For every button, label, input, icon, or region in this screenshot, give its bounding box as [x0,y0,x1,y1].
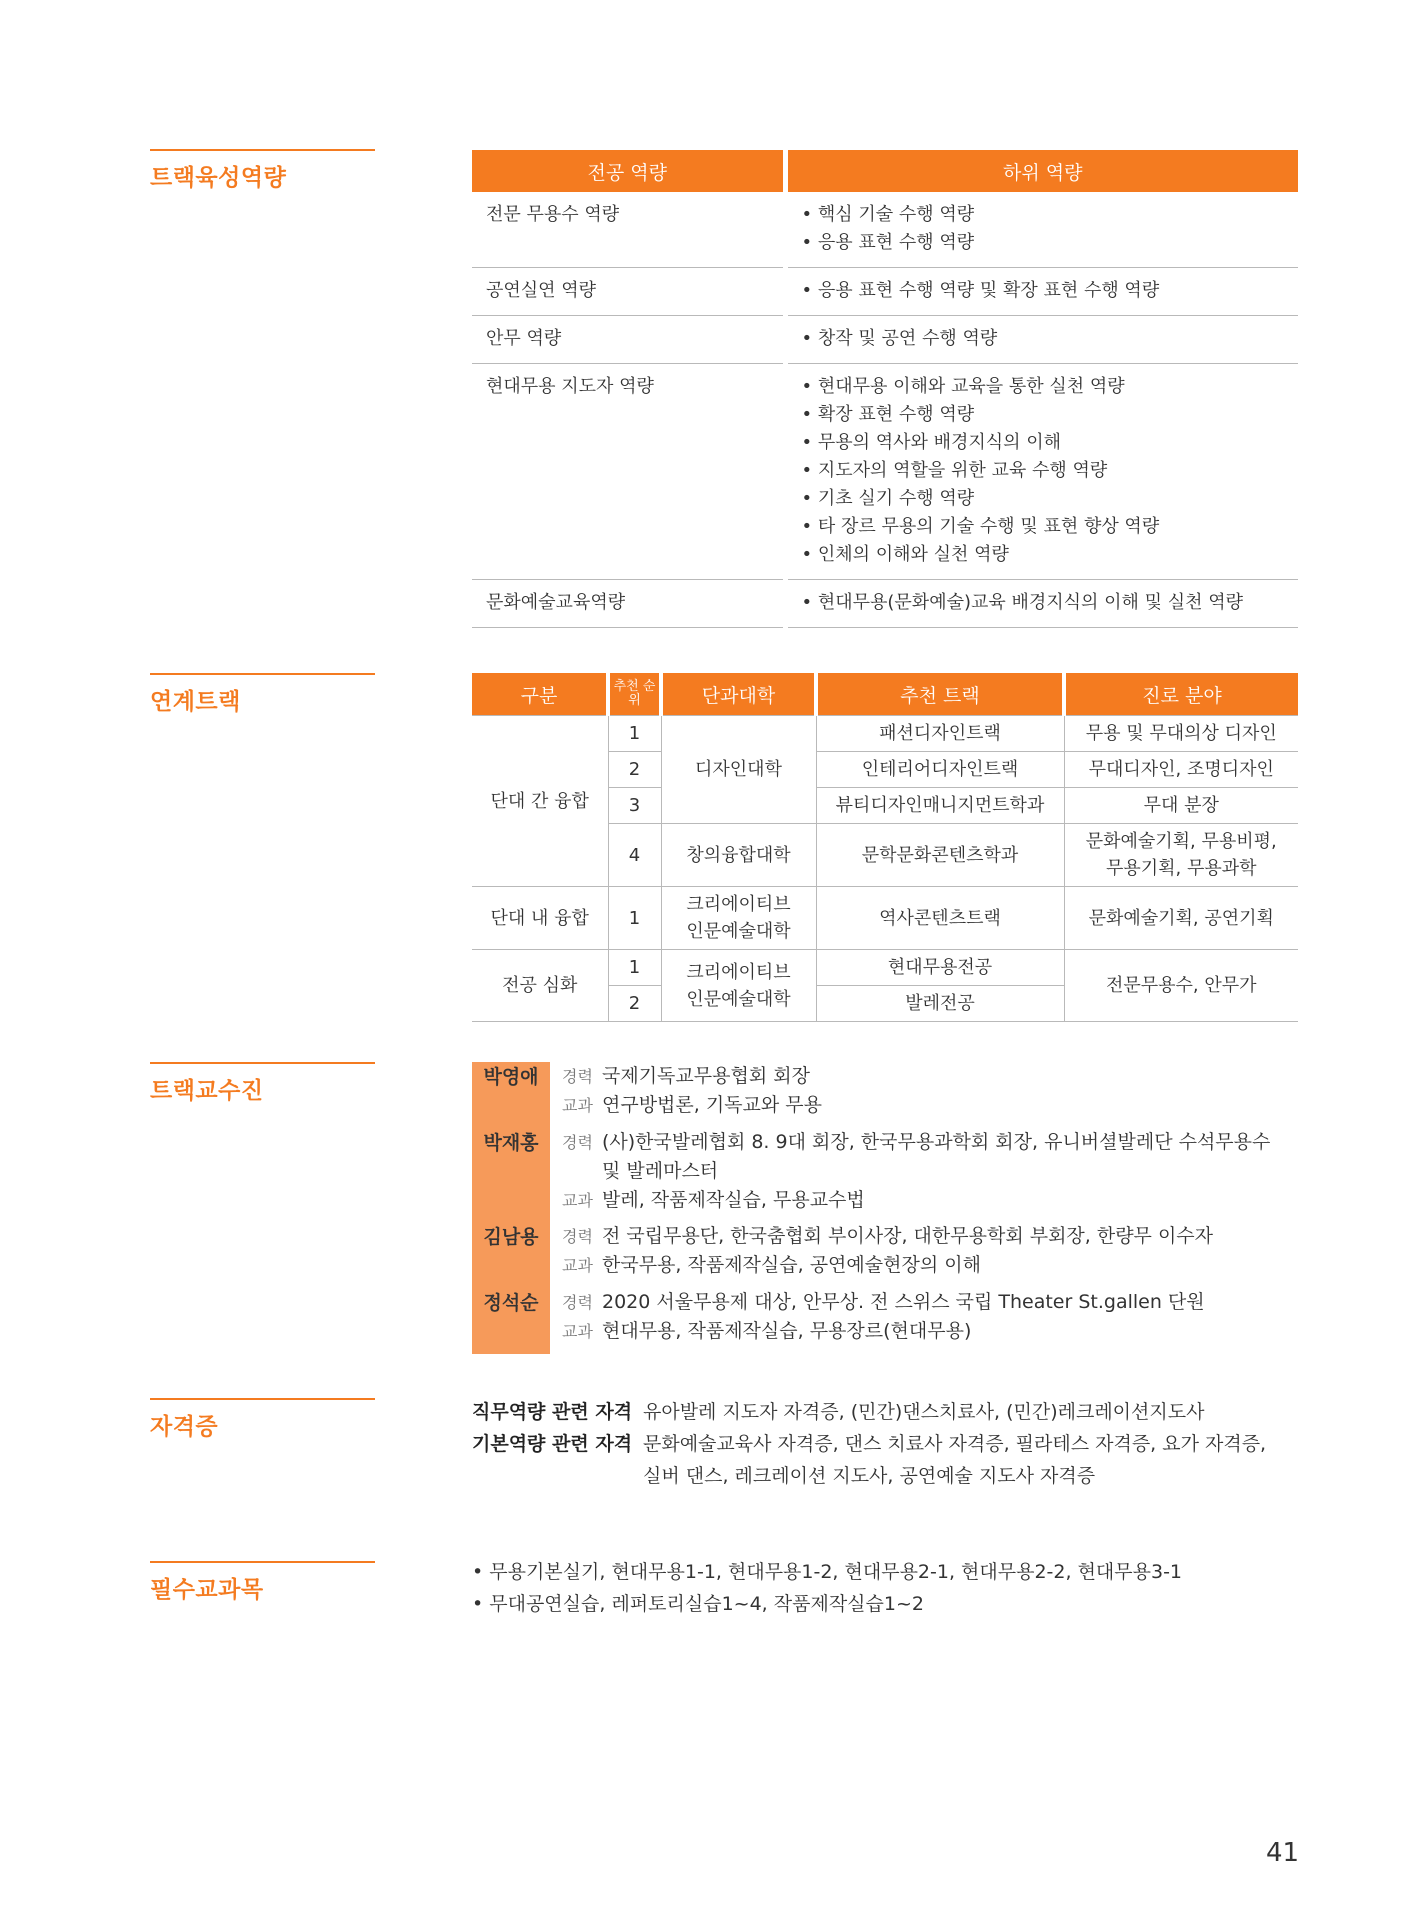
cert-text: 유아발레 지도자 자격증, (민간)댄스치료사, (민간)레크레이션지도사 [643,1401,1205,1423]
faculty-courses [562,1317,1298,1346]
track-cell: 인테리어디자인트랙 [816,752,1064,788]
cert-row-basic [472,1428,1312,1492]
course-text: 한국무용, 작품제작실습, 공연예술현장의 이해 [602,1254,981,1276]
faculty-career [562,1128,1298,1186]
faculty-name: 박재홍 [483,1132,539,1154]
table-row [472,364,1298,580]
cert-line: 문화예술교육사 자격증, 댄스 치료사 자격증, 필라테스 자격증, 요가 자격증, [643,1433,1267,1455]
course-tag: 교과 [562,1191,593,1210]
rank-cell: 1 [608,716,661,752]
list-item: • 지도자의 역할을 위한 교육 수행 역량 [802,457,1299,485]
category-cell: 전공 심화 [472,950,608,1022]
table-row [472,268,1298,316]
header-major-competency: 전공 역량 [472,150,785,192]
rank-cell: 2 [608,752,661,788]
linked-track-table [472,673,1298,1022]
college-line: 인문예술대학 [686,921,791,942]
header-rank: 추천 순위 [608,673,661,716]
faculty-courses [562,1091,1298,1120]
section-title-certificates: 자격증 [150,1398,375,1441]
track-cell: 발레전공 [816,986,1064,1022]
list-item: • 기초 실기 수행 역량 [802,485,1299,513]
career-line: 문화예술기획, 무용비평, [1085,831,1277,852]
sub-competencies [785,192,1298,268]
page-number: 41 [1266,1838,1300,1868]
track-cell: 역사콘텐츠트랙 [816,887,1064,950]
list-item: • 응용 표현 수행 역량 및 확장 표현 수행 역량 [802,277,1299,305]
career-cell: 전문무용수, 안무가 [1064,950,1298,1022]
course-tag: 교과 [562,1256,593,1275]
track-cell: 문학문화콘텐츠학과 [816,824,1064,887]
section-title-linked-track: 연계트랙 [150,673,375,716]
list-item: • 타 장르 무용의 기술 수행 및 표현 향상 역량 [802,513,1299,541]
faculty-career [562,1222,1298,1251]
header-recommended-track: 추천 트랙 [816,673,1064,716]
table-row [472,192,1298,268]
career-line: 무용기획, 무용과학 [1105,858,1257,879]
required-courses-list [472,1556,1182,1620]
college-cell [661,887,816,950]
college-line: 인문예술대학 [686,988,791,1010]
career-tag: 경력 [562,1227,593,1246]
career-text: 국제기독교무용협회 회장 [602,1065,810,1087]
college-line: 크리에이티브 [686,894,791,915]
career-cell [1064,824,1298,887]
course-text: 발레, 작품제작실습, 무용교수법 [602,1189,865,1211]
header-category: 구분 [472,673,608,716]
sub-competencies [785,316,1298,364]
course-text: 연구방법론, 기독교와 무용 [602,1094,823,1116]
table-row [472,716,1298,752]
major-competency: 공연실연 역량 [472,268,785,316]
faculty-career [562,1062,1298,1091]
career-cell: 무대 분장 [1064,788,1298,824]
category-cell: 단대 내 융합 [472,887,608,950]
major-competency: 문화예술교육역량 [472,580,785,628]
section-title-required-courses: 필수교과목 [150,1561,375,1604]
faculty-name: 정석순 [483,1292,539,1314]
faculty-courses [562,1186,1298,1215]
list-item: • 핵심 기술 수행 역량 [802,201,1299,229]
certificates-list [472,1396,1312,1492]
track-cell: 뷰티디자인매니지먼트학과 [816,788,1064,824]
career-text: (사)한국발레협회 8. 9대 회장, 한국무용과학회 회장, 유니버셜발레단 수석무용수 및 발레마스터 [602,1131,1271,1182]
career-text: 전 국립무용단, 한국춤협회 부이사장, 대한무용학회 부회장, 한량무 이수자 [602,1225,1214,1247]
college-line: 크리에이티브 [686,961,791,983]
career-cell: 무대디자인, 조명디자인 [1064,752,1298,788]
career-tag: 경력 [562,1067,593,1086]
list-item: • 무대공연실습, 레퍼토리실습1~4, 작품제작실습1~2 [472,1588,1182,1620]
category-cell: 단대 간 융합 [472,716,608,887]
cert-row-job [472,1396,1312,1428]
list-item: • 현대무용(문화예술)교육 배경지식의 이해 및 실천 역량 [802,589,1299,617]
list-item: • 무용의 역사와 배경지식의 이해 [802,429,1299,457]
list-item: • 인체의 이해와 실천 역량 [802,541,1299,569]
list-item: • 현대무용 이해와 교육을 통한 실천 역량 [802,373,1299,401]
table-row [472,580,1298,628]
list-item: • 응용 표현 수행 역량 [802,229,1299,257]
table-row [472,316,1298,364]
rank-cell: 2 [608,986,661,1022]
cert-label: 기본역량 관련 자격 [472,1433,633,1455]
career-cell: 무용 및 무대의상 디자인 [1064,716,1298,752]
faculty-career [562,1288,1298,1317]
track-cell: 패션디자인트랙 [816,716,1064,752]
header-college: 단과대학 [661,673,816,716]
track-cell: 현대무용전공 [816,950,1064,986]
college-cell: 디자인대학 [661,716,816,824]
rank-cell: 4 [608,824,661,887]
cert-text [643,1428,1312,1492]
career-cell: 문화예술기획, 공연기획 [1064,887,1298,950]
rank-cell: 1 [608,950,661,986]
course-tag: 교과 [562,1096,593,1115]
faculty-name: 박영애 [483,1066,539,1088]
list-item: • 창작 및 공연 수행 역량 [802,325,1299,353]
table-row [472,950,1298,986]
career-tag: 경력 [562,1133,593,1152]
section-title-faculty: 트랙교수진 [150,1062,375,1105]
career-text: 2020 서울무용제 대상, 안무상. 전 스위스 국립 Theater St.gallen 단원 [602,1291,1205,1313]
cert-line: 실버 댄스, 레크레이션 지도사, 공연예술 지도사 자격증 [643,1465,1096,1487]
table-row [472,887,1298,950]
list-item: • 무용기본실기, 현대무용1-1, 현대무용1-2, 현대무용2-1, 현대무용2-2, 현대무용3-1 [472,1556,1182,1588]
major-competency: 안무 역량 [472,316,785,364]
list-item: • 확장 표현 수행 역량 [802,401,1299,429]
section-title-track-competency: 트랙육성역량 [150,149,375,192]
college-cell [661,950,816,1022]
major-competency: 현대무용 지도자 역량 [472,364,785,580]
sub-competencies [785,268,1298,316]
faculty-name: 김남용 [483,1226,539,1248]
course-text: 현대무용, 작품제작실습, 무용장르(현대무용) [602,1320,972,1342]
career-tag: 경력 [562,1293,593,1312]
cert-label: 직무역량 관련 자격 [472,1401,633,1423]
rank-cell: 1 [608,887,661,950]
sub-competencies [785,580,1298,628]
competency-table [472,150,1298,628]
rank-cell: 3 [608,788,661,824]
sub-competencies [785,364,1298,580]
course-tag: 교과 [562,1322,593,1341]
header-career-field: 진로 분야 [1064,673,1298,716]
faculty-courses [562,1251,1298,1280]
major-competency: 전문 무용수 역량 [472,192,785,268]
header-sub-competency: 하위 역량 [785,150,1298,192]
college-cell: 창의융합대학 [661,824,816,887]
